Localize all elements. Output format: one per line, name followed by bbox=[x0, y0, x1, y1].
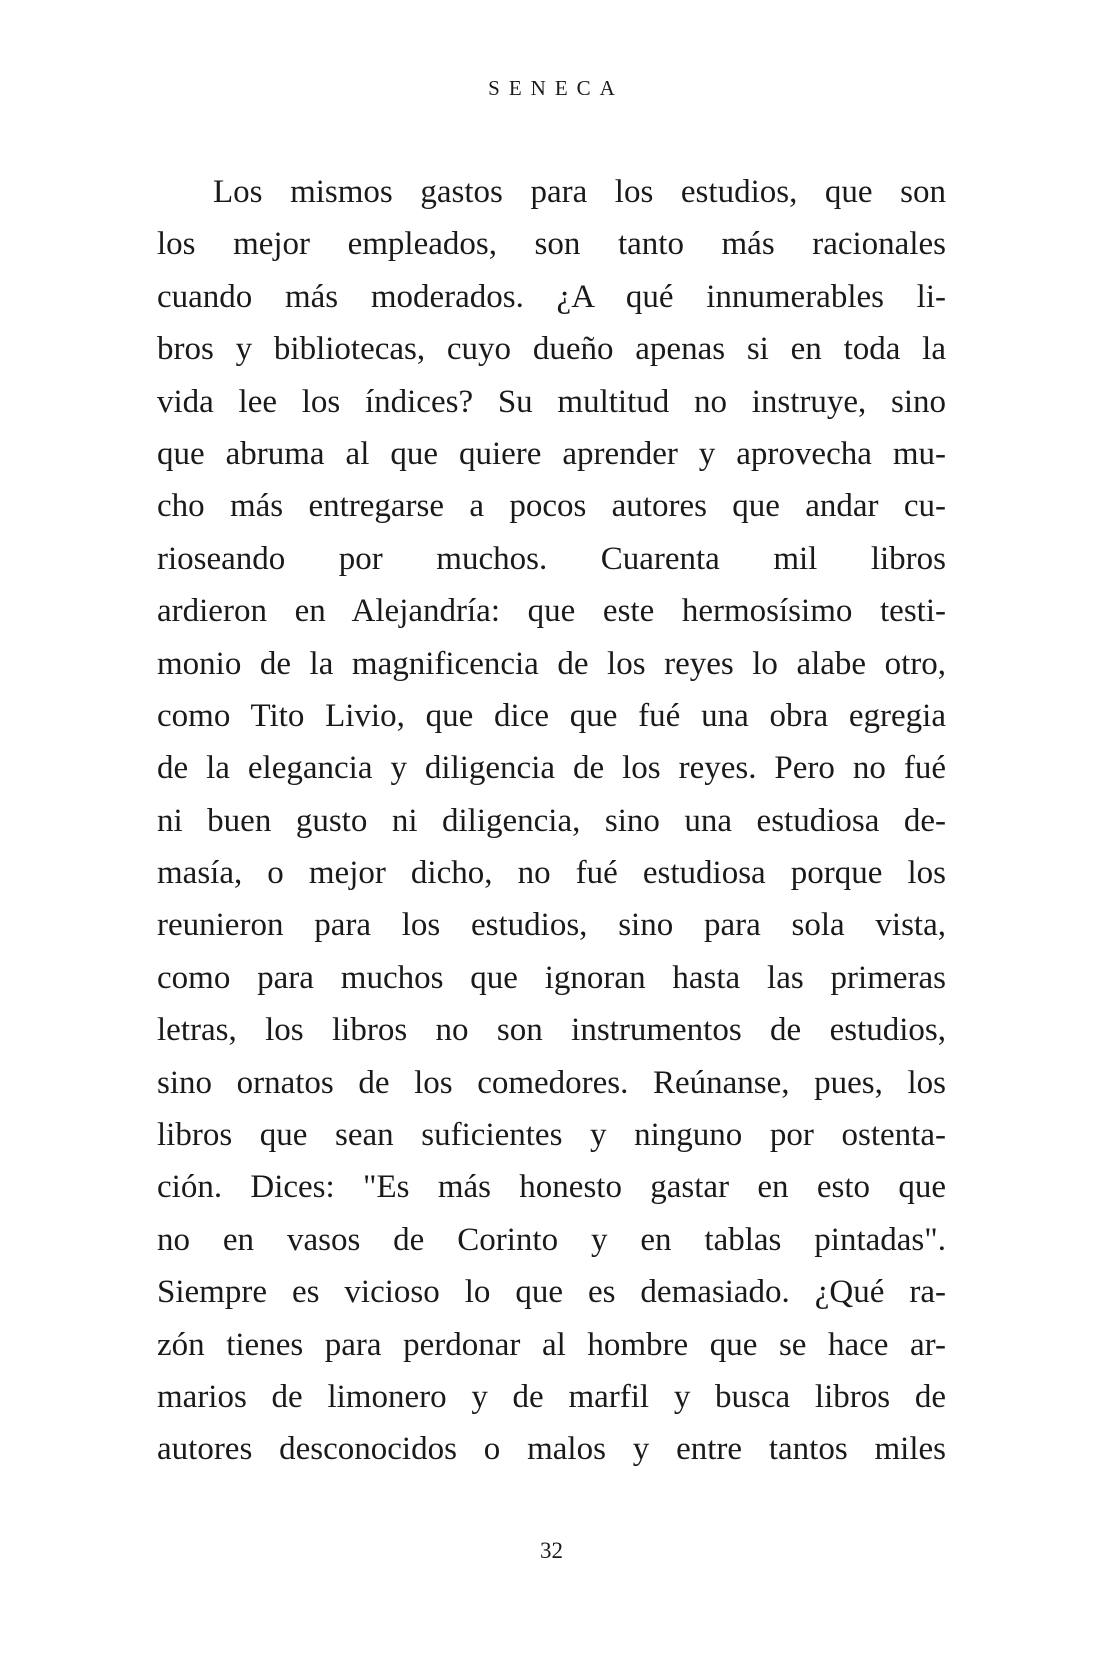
text-line: los mejor empleados, son tanto más racionales bbox=[157, 226, 946, 263]
text-line: de la elegancia y diligencia de los reyes. Pero no fué bbox=[157, 750, 946, 787]
text-line: que abruma al que quiere aprender y aprovecha mu- bbox=[157, 435, 946, 472]
text-line: Siempre es vicioso lo que es demasiado. ¿Qué ra- bbox=[157, 1274, 946, 1311]
text-line: reunieron para los estudios, sino para sola vista, bbox=[157, 907, 946, 944]
text-line: ni buen gusto ni diligencia, sino una estudiosa de- bbox=[157, 802, 946, 839]
text-line: vida lee los índices? Su multitud no instruye, sino bbox=[157, 383, 946, 420]
text-line: sino ornatos de los comedores. Reúnanse, pues, los bbox=[157, 1064, 946, 1101]
text-line: autores desconocidos o malos y entre tantos miles bbox=[157, 1431, 946, 1468]
text-line: rioseando por muchos. Cuarenta mil libros bbox=[157, 540, 946, 577]
text-line: cho más entregarse a pocos autores que andar cu- bbox=[157, 488, 946, 525]
text-line: marios de limonero y de marfil y busca libros de bbox=[157, 1378, 946, 1415]
text-line: como Tito Livio, que dice que fué una obra egregia bbox=[157, 697, 946, 734]
text-line: libros que sean suficientes y ninguno por ostenta- bbox=[157, 1117, 946, 1154]
text-line: letras, los libros no son instrumentos de estudios, bbox=[157, 1012, 946, 1049]
text-line: cuando más moderados. ¿A qué innumerables li- bbox=[157, 278, 946, 315]
text-line: ardieron en Alejandría: que este hermosísimo testi- bbox=[157, 593, 946, 630]
text-line: ción. Dices: "Es más honesto gastar en esto que bbox=[157, 1169, 946, 1206]
text-line: monio de la magnificencia de los reyes lo alabe otro, bbox=[157, 645, 946, 682]
text-line: como para muchos que ignoran hasta las primeras bbox=[157, 959, 946, 996]
text-line: masía, o mejor dicho, no fué estudiosa porque los bbox=[157, 855, 946, 892]
text-line: Los mismos gastos para los estudios, que son bbox=[213, 174, 946, 210]
page-number: 32 bbox=[540, 1538, 563, 1563]
text-line: no en vasos de Corinto y en tablas pintadas". bbox=[157, 1221, 946, 1258]
body-paragraph bbox=[157, 166, 946, 1476]
running-head: SENECA bbox=[488, 76, 624, 100]
text-line: bros y bibliotecas, cuyo dueño apenas si en toda la bbox=[157, 331, 946, 368]
text-line: zón tienes para perdonar al hombre que se hace ar- bbox=[157, 1326, 946, 1363]
